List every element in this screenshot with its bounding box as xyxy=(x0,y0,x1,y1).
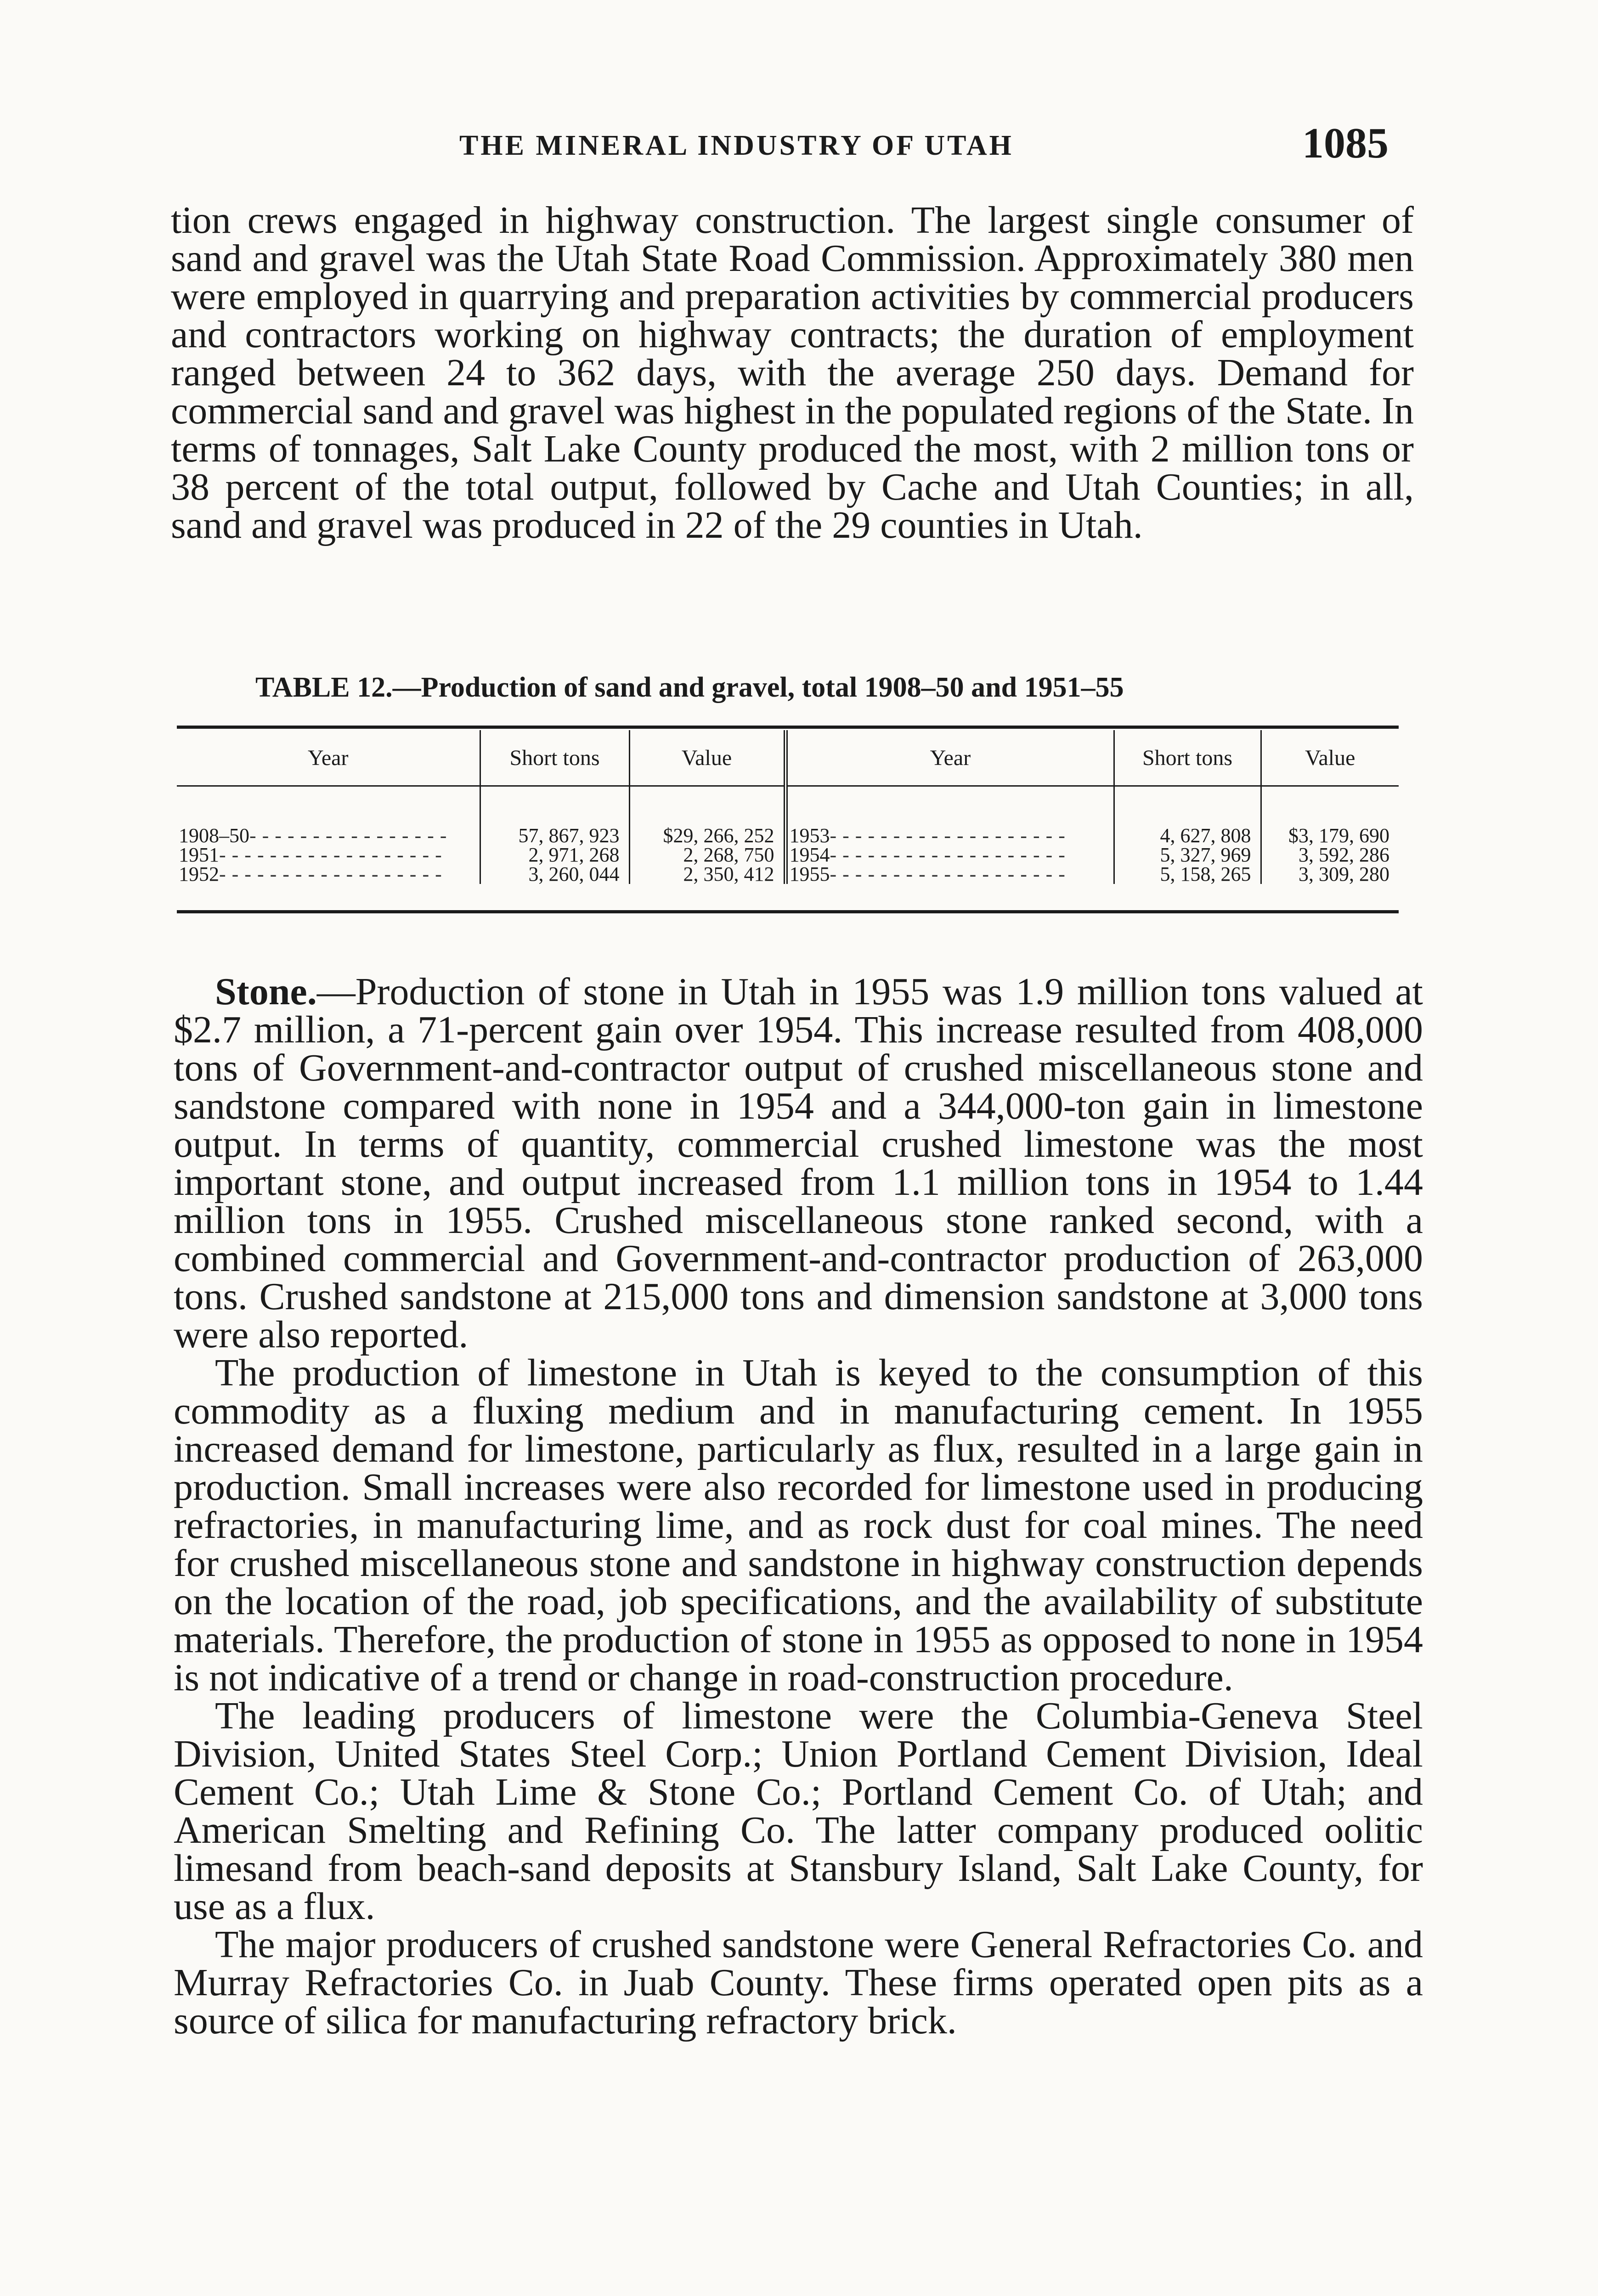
row-short-tons: 2, 971, 268 xyxy=(480,845,629,865)
stone-paragraph-1 xyxy=(174,970,1423,1356)
header-value-right: Value xyxy=(1261,730,1399,786)
row-value: 3, 309, 280 xyxy=(1261,865,1399,884)
row-year: 1955 xyxy=(789,863,830,885)
stone-paragraph-4: The major producers of crushed sandstone were General Refractories Co. and Murray Refractories Co. in Juab County. These firms operated open pits as a source of silica for manufacturing refractory brick. xyxy=(174,1923,1423,2042)
row-year: 1953 xyxy=(789,824,830,847)
stone-paragraph-3: The leading producers of limestone were the Columbia-Geneva Steel Division, United States Steel Corp.; Union Portland Cement Division, Ideal Cement Co.; Utah Lime & Stone Co.; Portland Cement Co. of Utah; and American Smelting and Refining Co. The latter company produced oolitic limesand from beach-sand deposits at Stansbury Island, Salt Lake County, for use as a flux. xyxy=(174,1694,1423,1928)
stone-paragraph-2: The production of limestone in Utah is keyed to the consumption of this commodity as a fluxing medium and in manufacturing cement. In 1955 increased demand for limestone, particularly as flux, resulted in a large gain in production. Small increases were also recorded for limestone used in producing refractories, in manufacturing lime, and as rock dust for coal mines. The need for crushed miscellaneous stone and sandstone in highway construction depends on the location of the road, job specifications, and the availability of substitute materials. Therefore, the production of stone in 1955 as opposed to none in 1954 is not indicative of a trend or change in road-construction procedure. xyxy=(174,1351,1423,1699)
header-year-right: Year xyxy=(785,730,1114,786)
intro-paragraph: tion crews engaged in highway construction. The largest single consumer of sand and gravel was the Utah State Road Commission. Approximately 380 men were employed in quarrying and preparation activities by commercial producers and contractors working on highway contracts; the duration of employment ranged between 24 to 362 days, with the average 250 days. Demand for commercial sand and gravel was highest in the populated regions of the State. In terms of tonnages, Salt Lake County produced the most, with 2 million tons or 38 percent of the total output, followed by Cache and Utah Counties; in all, sand and gravel was produced in 22 of the 29 counties in Utah. xyxy=(171,199,1414,546)
row-year: 1951 xyxy=(179,844,219,866)
section-heading-stone: Stone. xyxy=(215,970,317,1013)
table-caption: TABLE 12.—Production of sand and gravel, total 1908–50 and 1951–55 xyxy=(255,672,1124,703)
table-top-rule xyxy=(177,726,1399,729)
row-value: 2, 268, 750 xyxy=(629,845,785,865)
row-short-tons: 5, 327, 969 xyxy=(1114,845,1261,865)
intro-text xyxy=(171,201,1414,544)
page-number: 1085 xyxy=(1302,119,1389,167)
header-short-tons-left: Short tons xyxy=(480,730,629,786)
row-value: $29, 266, 252 xyxy=(629,786,785,846)
leader-dots: - - - - - - - - - - - - - - - - - - - xyxy=(830,863,1066,885)
table-row xyxy=(177,786,1399,846)
leader-dots: - - - - - - - - - - - - - - - - - - xyxy=(219,844,442,866)
row-short-tons: 5, 158, 265 xyxy=(1114,865,1261,884)
row-value: $3, 179, 690 xyxy=(1261,786,1399,846)
row-short-tons: 57, 867, 923 xyxy=(480,786,629,846)
leader-dots: - - - - - - - - - - - - - - - - - - - xyxy=(830,824,1066,847)
header-value-left: Value xyxy=(629,730,785,786)
header-short-tons-right: Short tons xyxy=(1114,730,1261,786)
row-short-tons: 3, 260, 044 xyxy=(480,865,629,884)
running-head: THE MINERAL INDUSTRY OF UTAH xyxy=(459,130,1014,161)
stone-section xyxy=(174,970,1423,2042)
row-value: 2, 350, 412 xyxy=(629,865,785,884)
row-short-tons: 4, 627, 808 xyxy=(1114,786,1261,846)
row-value: 3, 592, 286 xyxy=(1261,845,1399,865)
row-year: 1954 xyxy=(789,844,830,866)
table-header-row xyxy=(177,730,1399,786)
table-row xyxy=(177,865,1399,884)
table-bottom-rule xyxy=(177,910,1399,913)
row-year: 1908–50 xyxy=(179,824,249,847)
leader-dots: - - - - - - - - - - - - - - - - xyxy=(249,824,447,847)
table-row xyxy=(177,845,1399,865)
leader-dots: - - - - - - - - - - - - - - - - - - xyxy=(219,863,442,885)
row-year: 1952 xyxy=(179,863,219,885)
leader-dots: - - - - - - - - - - - - - - - - - - - xyxy=(830,844,1066,866)
stone-paragraph-1-text: —Production of stone in Utah in 1955 was 1.9 million tons valued at $2.7 million, a 71-percent gain over 1954. This increase resulted from 408,000 tons of Government-and-contractor output of crushed miscellaneous stone and sandstone compared with none in 1954 and a 344,000-ton gain in limestone output. In terms of quantity, commercial crushed limestone was the most important stone, and output increased from 1.1 million tons in 1954 to 1.44 million tons in 1955. Crushed miscellaneous stone ranked second, with a combined commercial and Government-and-contractor production of 263,000 tons. Crushed sandstone at 215,000 tons and dimension sandstone at 3,000 tons were also reported. xyxy=(174,970,1423,1356)
header-year-left: Year xyxy=(177,730,480,786)
